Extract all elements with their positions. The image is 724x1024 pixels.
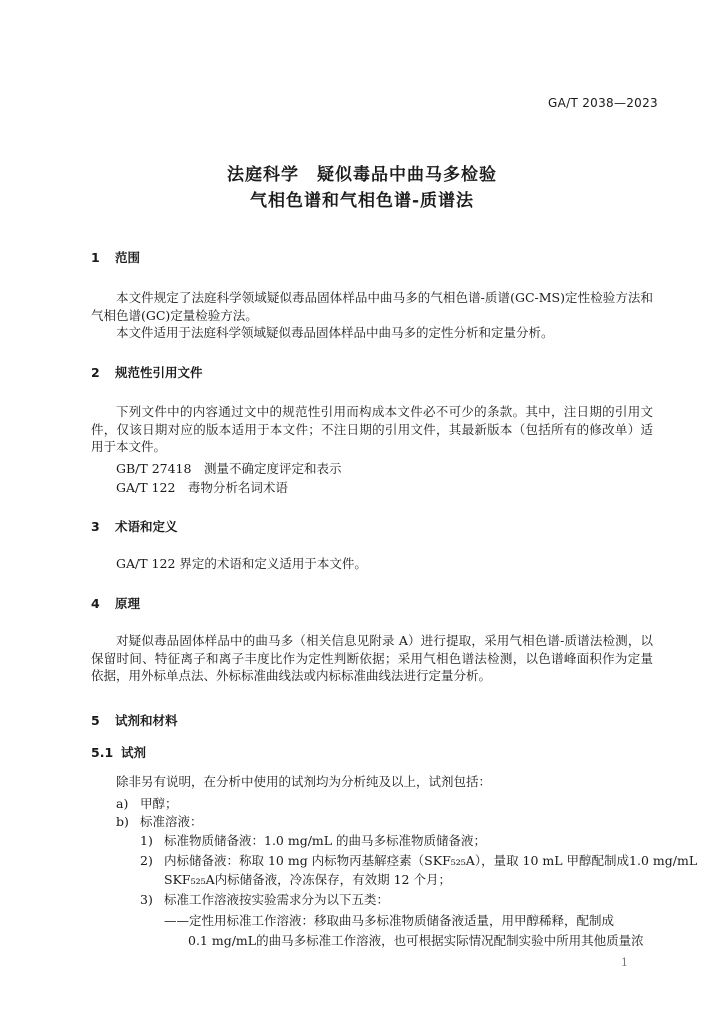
standard-code: GA/T 2038—2023 — [548, 96, 658, 110]
paragraph: GA/T 122 界定的术语和定义适用于本文件。 — [116, 556, 367, 571]
dash-item-continuation: 0.1 mg/mL的曲马多标准工作溶液，也可根据实际情况配制实验中所用其他质量浓 — [188, 933, 644, 948]
reference-item: GA/T 122 毒物分析名词术语 — [116, 480, 288, 495]
list-marker: 3) — [140, 892, 153, 907]
list-marker: b) — [116, 814, 129, 829]
paragraph: 对疑似毒品固体样品中的曲马多（相关信息见附录 A）进行提取，采用气相色谱-质谱法检测，以保留时间、特征离子和离子丰度比作为定性判断依据；采用气相色谱法检测，以色谱峰面积作为定量依据，用外标单点法、外标标准曲线法或内标标准曲线法进行定量分析。 — [91, 633, 653, 683]
subsection-number: 5.1 — [91, 745, 114, 760]
section-number: 2 — [91, 365, 100, 380]
section-title: 术语和定义 — [115, 519, 178, 534]
section-title: 范围 — [115, 250, 141, 265]
list-marker: 2) — [140, 853, 153, 868]
section-2-body — [91, 403, 653, 456]
list-item: 标准物质储备液：1.0 mg/mL 的曲马多标准物质储备液； — [164, 833, 487, 848]
section-2-heading — [91, 363, 203, 381]
paragraph: 下列文件中的内容通过文中的规范性引用而构成本文件必不可少的条款。其中，注日期的引用文件，仅该日期对应的版本适用于本文件；不注日期的引用文件，其最新版本（包括所有的修改单）适用于本文件。 — [91, 404, 653, 454]
section-number: 1 — [91, 250, 100, 265]
section-1-heading — [91, 248, 140, 266]
section-3-heading — [91, 517, 178, 535]
section-number: 5 — [91, 713, 100, 728]
paragraph: 本文件规定了法庭科学领域疑似毒品固体样品中曲马多的气相色谱-质谱(GC-MS)定性检验方法和气相色谱(GC)定量检验方法。 — [91, 290, 653, 323]
section-5-heading — [91, 711, 178, 729]
section-4-body — [91, 632, 653, 685]
list-marker: 1) — [140, 833, 153, 848]
document-title-line1: 法庭科学 疑似毒品中曲马多检验 — [227, 165, 497, 185]
list-item-continuation: SKF₅₂₅A内标储备液，冷冻保存，有效期 12 个月； — [164, 872, 451, 887]
document-title-line2: 气相色谱和气相色谱-质谱法 — [249, 191, 475, 211]
section-title: 原理 — [115, 596, 141, 611]
section-title: 试剂和材料 — [115, 713, 178, 728]
page-number: 1 — [621, 956, 628, 969]
list-item: 标准工作溶液按实验需求分为以下五类： — [164, 892, 390, 907]
list-item: 甲醇； — [140, 796, 178, 811]
paragraph: 本文件适用于法庭科学领域疑似毒品固体样品中曲马多的定性分析和定量分析。 — [116, 325, 554, 340]
section-number: 3 — [91, 519, 100, 534]
paragraph: 除非另有说明，在分析中使用的试剂均为分析纯及以上，试剂包括： — [116, 774, 492, 789]
list-item: 内标储备液：称取 10 mg 内标物丙基解痉素（SKF₅₂₅A），量取 10 mL 甲醇配制成1.0 mg/mL — [164, 853, 698, 868]
subsection-5-1-heading — [91, 743, 146, 761]
list-marker: a) — [116, 796, 129, 811]
section-1-body — [91, 289, 653, 342]
reference-item: GB/T 27418 测量不确定度评定和表示 — [116, 461, 342, 476]
dash-item: ——定性用标准工作溶液：移取曲马多标准物质储备液适量，用甲醇稀释，配制成 — [164, 913, 615, 928]
section-number: 4 — [91, 596, 100, 611]
section-4-heading — [91, 594, 140, 612]
subsection-title: 试剂 — [121, 745, 147, 760]
list-item: 标准溶液： — [140, 814, 203, 829]
section-title: 规范性引用文件 — [115, 365, 203, 380]
